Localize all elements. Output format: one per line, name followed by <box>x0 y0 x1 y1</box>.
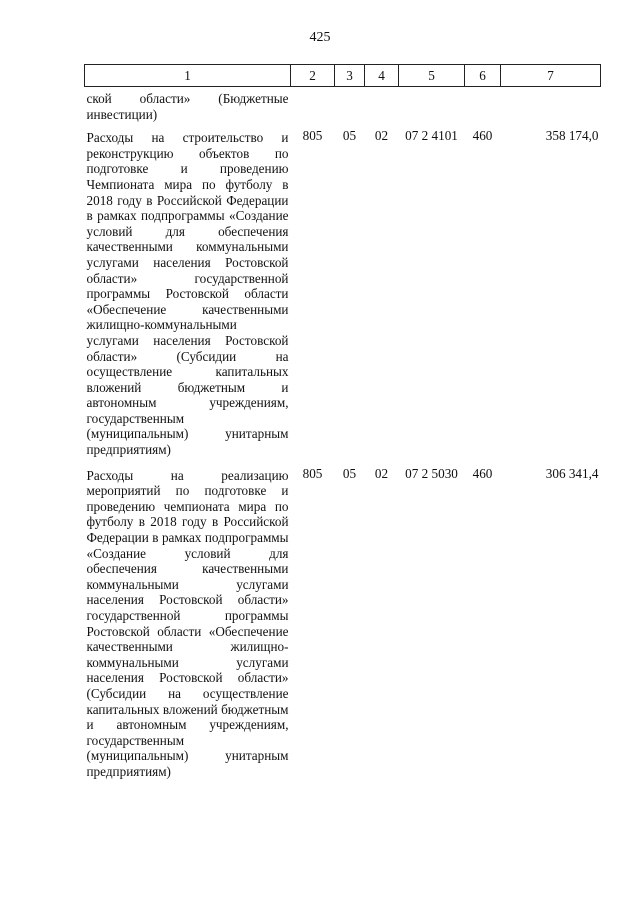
header-col-3: 3 <box>335 65 365 87</box>
header-col-5: 5 <box>399 65 465 87</box>
row-expense-type: 460 <box>472 128 493 144</box>
row-subsection-code: 02 <box>374 128 389 144</box>
table-row <box>85 128 601 465</box>
table-row <box>85 466 601 788</box>
page-number: 425 <box>309 30 331 45</box>
table-row <box>85 87 601 129</box>
row-subsection-code <box>365 87 399 129</box>
row-description: Расходы на строительство и реконструкцию объектов по подготовке и проведению Чемпионата мира по футболу в 2018 году в Российской Федерации в рамках подпрограммы «Создание условий для обеспечения качественными коммунальными услугами населения Ростовской области» государственной программы Ростовской области «Обеспечение качественными жилищно-коммунальными услугами населения Ростовской области» (Субсидии на осуществление капитальных вложений бюджетным и автономным учреждениям, государственным (муниципальным) унитарным предприятиям) <box>86 130 289 458</box>
row-section-code: 05 <box>342 465 357 481</box>
row-ministry-code: 805 <box>302 128 323 144</box>
row-amount: 358 174,0 <box>545 128 599 144</box>
row-expense-type <box>465 87 501 129</box>
row-section-code: 05 <box>342 128 357 144</box>
row-amount <box>501 87 601 129</box>
row-section-code <box>335 87 365 129</box>
row-target-code: 07 2 5030 <box>405 465 458 481</box>
row-description: Расходы на реализацию мероприятий по подготовке и проведению чемпионата мира по футболу в 2018 году в Российской Федерации в рамках подпрограммы «Создание условий для обеспечения качественными коммунальными услугами населения Ростовской области» государственной программы Ростовской области «Обеспечение качественными жилищно-коммунальными услугами населения Ростовской области» (Субсидии на осуществление капитальных вложений бюджетным и автономным учреждениям, государственным (муниципальным) унитарным предприятиям) <box>86 467 289 779</box>
row-ministry-code: 805 <box>302 465 323 481</box>
header-col-6: 6 <box>465 65 501 87</box>
row-target-code: 07 2 4101 <box>405 128 458 144</box>
table-header <box>85 65 601 87</box>
row-subsection-code: 02 <box>374 465 389 481</box>
header-col-2: 2 <box>291 65 335 87</box>
row-expense-type: 460 <box>472 465 493 481</box>
row-ministry-code <box>291 87 335 129</box>
header-col-7: 7 <box>501 65 601 87</box>
row-target-code <box>399 87 465 129</box>
row-description: ской области» (Бюджетные инвестиции) <box>86 91 289 122</box>
row-amount: 306 341,4 <box>545 465 599 481</box>
header-col-1: 1 <box>85 65 291 87</box>
budget-table <box>84 64 601 788</box>
header-col-4: 4 <box>365 65 399 87</box>
